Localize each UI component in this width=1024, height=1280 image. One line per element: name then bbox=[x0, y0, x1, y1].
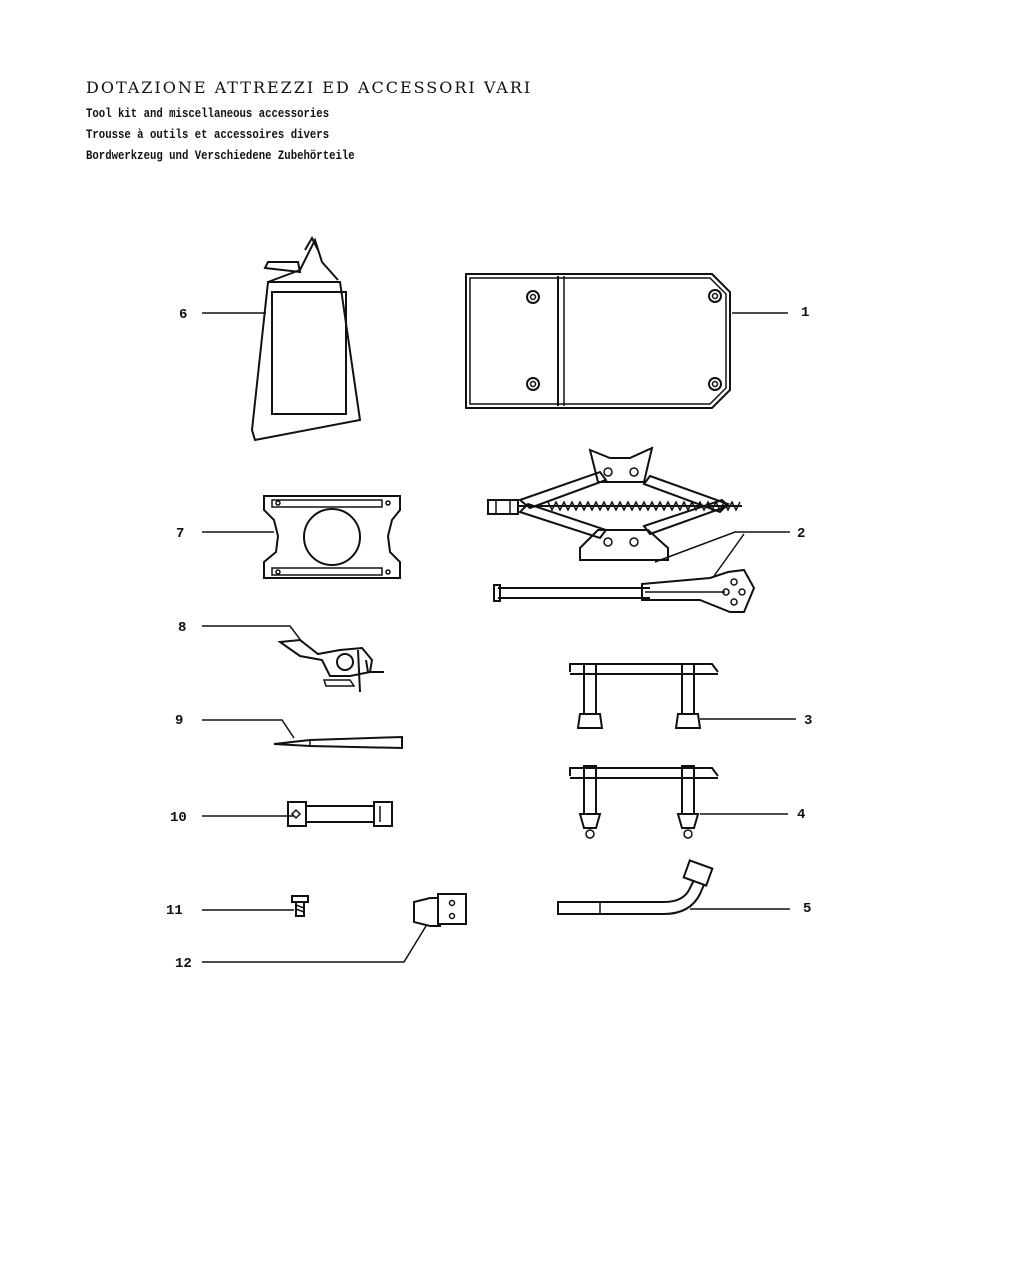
box-wrench-part bbox=[288, 802, 392, 826]
subtitle-english: Tool kit and miscellaneous accessories bbox=[86, 106, 330, 121]
callout-5: 5 bbox=[803, 901, 812, 917]
callout-11: 11 bbox=[166, 903, 183, 919]
punch-part bbox=[274, 737, 402, 748]
callout-2: 2 bbox=[797, 526, 806, 542]
pliers-part bbox=[280, 640, 384, 692]
jack-handle-part bbox=[494, 570, 754, 612]
page-title: DOTAZIONE ATTREZZI ED ACCESSORI VARI bbox=[86, 78, 533, 97]
clamp-4-part bbox=[570, 766, 718, 838]
callout-8: 8 bbox=[178, 620, 187, 636]
mounting-plate-part bbox=[264, 496, 400, 578]
callout-12: 12 bbox=[175, 956, 192, 972]
oil-can-part bbox=[252, 238, 360, 440]
callout-9: 9 bbox=[175, 713, 184, 729]
wheel-wrench-part bbox=[558, 860, 712, 914]
screw-part bbox=[292, 896, 308, 916]
callout-7: 7 bbox=[176, 526, 185, 542]
subtitle-french: Trousse à outils et accessoires divers bbox=[86, 127, 330, 142]
callout-3: 3 bbox=[804, 713, 813, 729]
callout-1: 1 bbox=[801, 305, 810, 321]
subtitle-german: Bordwerkzeug und Verschiedene Zubehörteile bbox=[86, 148, 355, 163]
callout-6: 6 bbox=[179, 307, 188, 323]
clamp-3-part bbox=[570, 664, 718, 728]
callout-10: 10 bbox=[170, 810, 187, 826]
hinge-clip-part bbox=[414, 894, 466, 926]
callout-4: 4 bbox=[797, 807, 806, 823]
tool-pouch-part bbox=[466, 274, 730, 408]
leader-lines bbox=[202, 313, 796, 962]
